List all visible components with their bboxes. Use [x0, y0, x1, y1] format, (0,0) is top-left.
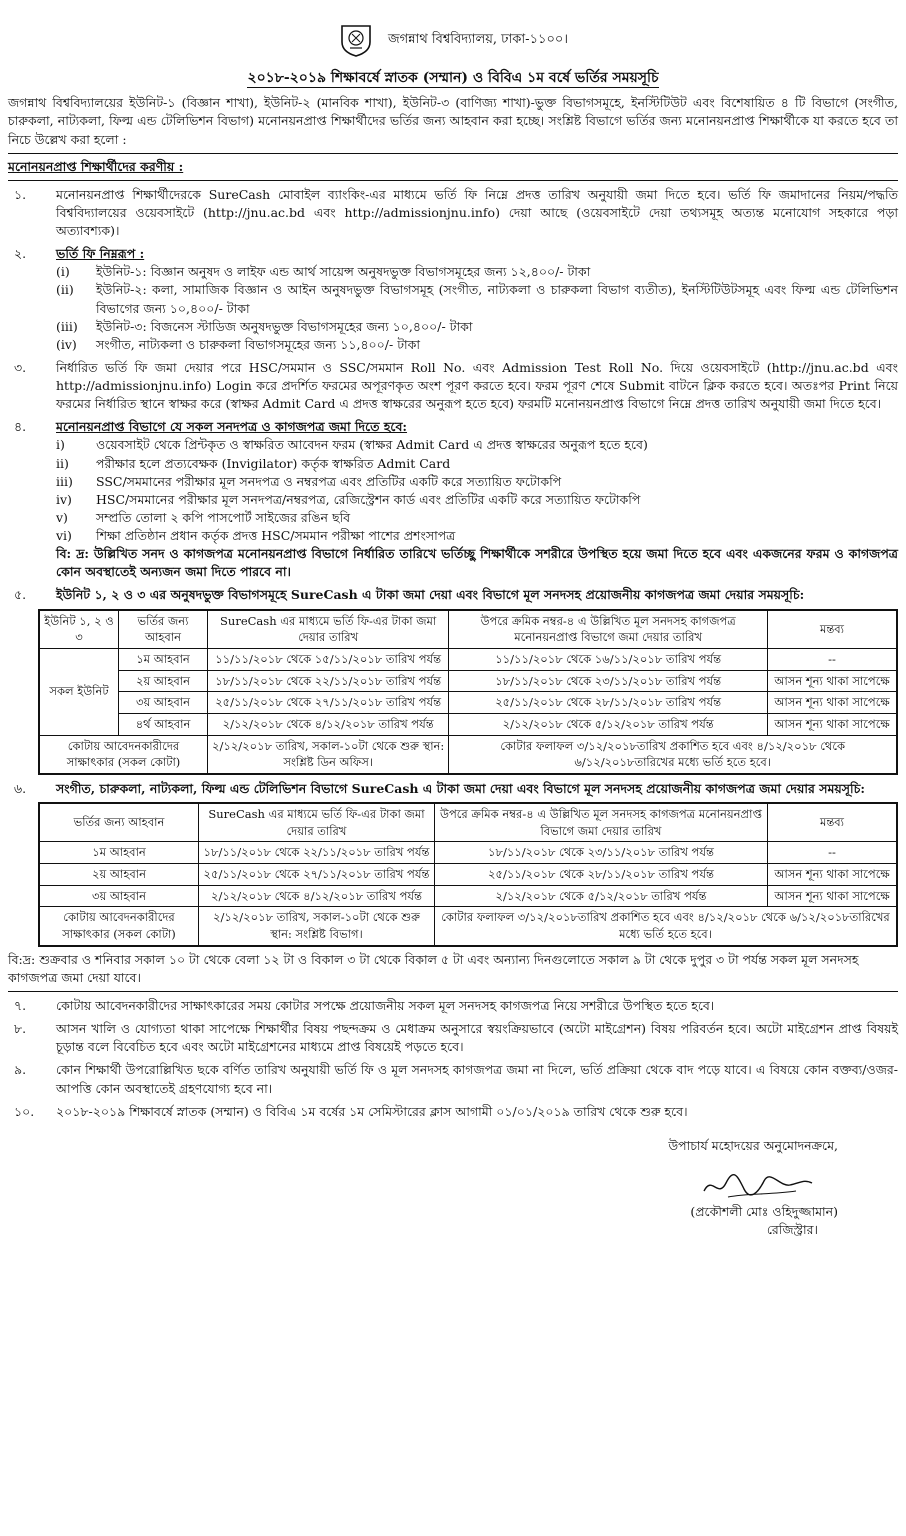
divider — [8, 180, 898, 181]
item-5-text: ইউনিট ১, ২ ও ৩ এর অনুষদভুক্ত বিভাগসমূহে SureCash এ টাকা জমা দেয়া এবং বিভাগে মূল সনদসহ প্রয়োজনীয় কাগজপত্র জমা দেয়ার সময়সূচি: — [56, 587, 805, 603]
item-3-text: নির্ধারিত ভর্তি ফি জমা দেয়ার পরে HSC/সমমান ও SSC/সমমান Roll No. এবং Admission Test Roll No. দিয়ে ওয়েবসাইটে (http://jnu.ac.bd এবং http://admissionjnu.info) Login করে প্রদর্শিত ফরমের অপূরণকৃত অংশ পূরণ করতে হবে। ফরম পূরণ শেষে Submit বাটনে ক্লিক করতে হবে। অতঃপর Print নিয়ে ফরমের নির্ধারিত স্থানে স্বাক্ষর করে (স্বাক্ষর Admit Card এ প্রদত্ত স্বাক্ষরের অনুরূপ হতে হবে) ফরমটি মনোনয়নপ্রাপ্ত বিভাগে নিম্নে প্রদত্ত তারিখ অনুযায়ী জমা দিতে হবে। — [56, 359, 898, 412]
table-header-row: ভর্তির জন্য আহবান SureCash এর মাধ্যমে ভর্তি ফি-এর টাকা জমা দেয়ার তারিখ উপরে ক্রমিক নম্বর-৪ এ উল্লিখিত মূল সনদসহ কাগজপত্র মনোনয়নপ্রাপ্ত বিভাগে জমা দেয়ার তারিখ মন্তব্য — [40, 804, 897, 842]
table-row: ৩য় আহবান ২৫/১১/২০১৮ থেকে ২৭/১১/২০১৮ তারিখ পর্যন্ত ২৫/১১/২০১৮ থেকে ২৮/১১/২০১৮ তারিখ পর্যন্ত আসন শূন্য থাকা সাপেক্ষে — [40, 692, 897, 714]
fee-item: (ii) ইউনিট-২: কলা, সামাজিক বিজ্ঞান ও আইন অনুষদভুক্ত বিভাগসমূহ (সংগীত, নাট্যকলা ও চারুকলা বিভাগ ব্যতীত), ইনস্টিটিউটসমূহ এবং ফিল্ম এন্ড টেলিভিশন বিভাগের জন্য ১০,৪০০/- টাকা — [56, 282, 898, 316]
approval-line: উপাচার্য মহোদয়ের অনুমোদনক্রমে, — [668, 1137, 838, 1153]
fee-item: (iv) সংগীত, নাট্যকলা ও চারুকলা বিভাগসমূহের জন্য ১১,৪০০/- টাকা — [56, 336, 421, 352]
item-9: ৯. কোন শিক্ষার্থী উপরোল্লিখিত ছকে বর্ণিত তারিখ অনুযায়ী ভর্তি ফি ও মূল সনদসহ কাগজপত্র জমা না দিলে, ভর্তি প্রক্রিয়া থেকে বাদ পড়ে যাবে। এ বিষয়ে কোন বক্তব্য/ওজর-আপত্তি কোন অবস্থাতেই গ্রহণযোগ্য হবে না। — [14, 1062, 898, 1096]
page-title: ২০১৮-২০১৯ শিক্ষাবর্ষে স্নাতক (সম্মান) ও বিবিএ ১ম বর্ষে ভর্তির সময়সূচি — [247, 70, 659, 86]
item-10: ১০. ২০১৮-২০১৯ শিক্ষাবর্ষে স্নাতক (সম্মান) ও বিবিএ ১ম বর্ষের ১ম সেমিস্টারের ক্লাস আগামী ০১/০১/২০১৯ তারিখ থেকে শুরু হবে। — [14, 1103, 688, 1119]
item-6-text: সংগীত, চারুকলা, নাট্যকলা, ফিল্ম এন্ড টেলিভিশন বিভাগে SureCash এ টাকা জমা দেয়া এবং বিভাগে মূল সনদসহ প্রয়োজনীয় কাগজপত্র জমা দেয়ার সময়সূচি: — [56, 780, 865, 796]
table-row: ১ম আহবান ১৮/১১/২০১৮ থেকে ২২/১১/২০১৮ তারিখ পর্যন্ত ১৮/১১/২০১৮ থেকে ২৩/১১/২০১৮ তারিখ পর্যন্ত -- — [40, 842, 897, 864]
item-2: ২. ভর্তি ফি নিম্নরূপ : (i) ইউনিট-১: বিজ্ঞান অনুষদ ও লাইফ এন্ড আর্থ সায়েন্স অনুষদভুক্ত বিভাগসমূহের জন্য ১২,৪০০/- টাকা (ii) ইউনিট-২: কলা, সামাজিক বিজ্ঞান ও আইন অনুষদভুক্ত বিভাগসমূহ (সংগীত, নাট্যকলা ও চারুকলা বিভাগ ব্যতীত), ইনস্টিটিউটসমূহ এবং ফিল্ম এন্ড টেলিভিশন বিভাগের জন্য ১০,৪০০/- টাকা (iii) ইউনিট-৩: বিজনেস স্টাডিজ অনুষদভুক্ত বিভাগসমূহের জন্য ১০,৪০০/- টাকা (iv) সংগীত, নাট্যকলা ও চারুকলা বিভাগসমূহের জন্য ১১,৪০০/- টাকা — [8, 245, 898, 354]
table-row: ২য় আহবান ২৫/১১/২০১৮ থেকে ২৭/১১/২০১৮ তারিখ পর্যন্ত ২৫/১১/২০১৮ থেকে ২৮/১১/২০১৮ তারিখ পর্যন্ত আসন শূন্য থাকা সাপেক্ষে — [40, 864, 897, 886]
unit-cell: সকল ইউনিট — [40, 648, 119, 735]
table-header-row: ইউনিট ১, ২ ও ৩ ভর্তির জন্য আহবান SureCash এর মাধ্যমে ভর্তি ফি-এর টাকা জমা দেয়ার তারিখ উপরে ক্রমিক নম্বর-৪ এ উল্লিখিত মূল সনদসহ কাগজপত্র মনোনয়নপ্রাপ্ত বিভাগে জমা দেয়ার তারিখ মন্তব্য — [40, 610, 897, 648]
signatory-name: (প্রকৌশলী মোঃ ওহিদুজ্জামান) — [690, 1203, 838, 1219]
header — [8, 22, 898, 58]
fee-item: (i) ইউনিট-১: বিজ্ঞান অনুষদ ও লাইফ এন্ড আর্থ সায়েন্স অনুষদভুক্ত বিভাগসমূহের জন্য ১২,৪০০/- টাকা — [56, 264, 591, 280]
item-3: ৩. নির্ধারিত ভর্তি ফি জমা দেয়ার পরে HSC/সমমান ও SSC/সমমান Roll No. এবং Admission Test Roll No. দিয়ে ওয়েবসাইটে (http://jnu.ac.bd এবং http://admissionjnu.info) Login করে প্রদর্শিত ফরমের অপূরণকৃত অংশ পূরণ করতে হবে। ফরম পূরণ শেষে Submit বাটনে ক্লিক করতে হবে। অতঃপর Print নিয়ে ফরমের নির্ধারিত স্থানে স্বাক্ষর করে (স্বাক্ষর Admit Card এ প্রদত্ত স্বাক্ষরের অনুরূপ হতে হবে) ফরমটি মনোনয়নপ্রাপ্ত বিভাগে নিম্নে প্রদত্ত তারিখ অনুযায়ী জমা দিতে হবে। — [8, 359, 898, 413]
signatory-designation: রেজিস্ট্রার। — [766, 1222, 818, 1237]
item-6: ৬. সংগীত, চারুকলা, নাট্যকলা, ফিল্ম এন্ড টেলিভিশন বিভাগে SureCash এ টাকা জমা দেয়া এবং বিভাগে মূল সনদসহ প্রয়োজনীয় কাগজপত্র জমা দেয়ার সময়সূচি: — [8, 780, 898, 798]
divider — [8, 153, 898, 154]
doc-item: iv) HSC/সমমানের পরীক্ষার মূল সনদপত্র/নম্বরপত্র, রেজিস্ট্রেশন কার্ড এবং প্রতিটির একটি করে সত্যায়িত ফটোকপি — [56, 491, 641, 507]
fee-item: (iii) ইউনিট-৩: বিজনেস স্টাডিজ অনুষদভুক্ত বিভাগসমূহের জন্য ১০,৪০০/- টাকা — [56, 318, 473, 334]
duties-heading: মনোনয়নপ্রাপ্ত শিক্ষার্থীদের করণীয় : — [8, 158, 184, 174]
doc-item: i) ওয়েবসাইট থেকে প্রিন্টকৃত ও স্বাক্ষরিত আবেদন ফরম (স্বাক্ষর Admit Card এ প্রদত্ত স্বাক্ষরের অনুরূপ হতে হবে) — [56, 437, 648, 453]
university-seal-icon — [338, 22, 374, 58]
signature-block — [8, 1169, 898, 1239]
quota-row: কোটায় আবেদনকারীদের সাক্ষাৎকার (সকল কোটা) ২/১২/২০১৮ তারিখ, সকাল-১০টা থেকে শুরু স্থান: সংশ্লিষ্ট বিভাগ। কোটার ফলাফল ৩/১২/২০১৮তারিখ প্রকাশিত হবে এবং ৪/১২/২০১৮ থেকে ৬/১২/২০১৮তারিখের মধ্যে ভর্তি হতে হবে। — [40, 907, 897, 945]
footer-note: বি:দ্র: শুক্রবার ও শনিবার সকাল ১০ টা থেকে বেলা ১২ টা ও বিকাল ৩ টা থেকে বিকাল ৫ টা এবং অন্যান্য দিনগুলোতে সকাল ৯ টা থেকে দুপুর ৩ টা পর্যন্ত সকল মূল সনদসহ কাগজপত্র জমা দেয়া যাবে। — [8, 951, 859, 985]
docs-heading: মনোনয়নপ্রাপ্ত বিভাগে যে সকল সনদপত্র ও কাগজপত্র জমা দিতে হবে: — [56, 419, 408, 435]
document — [8, 0, 898, 1239]
docs-note: বি: দ্র: উল্লিখিত সনদ ও কাগজপত্র মনোনয়নপ্রাপ্ত বিভাগে নির্ধারিত তারিখে ভর্তিচ্ছু শিক্ষার্থীকে সশরীরে উপস্থিত হয়ে জমা দিতে হবে এবং একজনের ফরম ও কাগজপত্র কোন অবস্থাতেই অন্যজন জমা দিতে পারবে না। — [56, 546, 898, 580]
table-row: সকল ইউনিট ১ম আহবান ১১/১১/২০১৮ থেকে ১৫/১১/২০১৮ তারিখ পর্যন্ত ১১/১১/২০১৮ থেকে ১৬/১১/২০১৮ তারিখ পর্যন্ত -- — [40, 648, 897, 670]
table-row: ৩য় আহবান ২/১২/২০১৮ থেকে ৪/১২/২০১৮ তারিখ পর্যন্ত ২/১২/২০১৮ থেকে ৫/১২/২০১৮ তারিখ পর্যন্ত আসন শূন্য থাকা সাপেক্ষে — [40, 885, 897, 907]
schedule-table-1 — [38, 609, 898, 775]
divider — [8, 991, 898, 992]
item-1-text: মনোনয়নপ্রাপ্ত শিক্ষার্থীদেরকে SureCash মোবাইল ব্যাংকিং-এর মাধ্যমে ভর্তি ফি নিম্নে প্রদত্ত তারিখ অনুযায়ী জমা দিতে হবে। ভর্তি ফি জমাদানের নিয়ম/পদ্ধতি বিশ্ববিদ্যালয়ের ওয়েবসাইটে (http://jnu.ac.bd এবং http://admissionjnu.info) দেয়া আছে (ওয়েবসাইটে দেয়া তথ্যসমূহ অত্যন্ত মনোযোগ সহকারে পড়া অত্যাবশ্যক)। — [56, 186, 898, 239]
university-name: জগন্নাথ বিশ্ববিদ্যালয়, ঢাকা-১১০০। — [387, 31, 568, 47]
quota-row: কোটায় আবেদনকারীদের সাক্ষাৎকার (সকল কোটা) ২/১২/২০১৮ তারিখ, সকাল-১০টা থেকে শুরু স্থান: সংশ্লিষ্ট ডিন অফিস। কোটার ফলাফল ৩/১২/২০১৮তারিখ প্রকাশিত হবে এবং ৪/১২/২০১৮ থেকে ৬/১২/২০১৮তারিখের মধ্যে ভর্তি হতে হবে। — [40, 735, 897, 773]
item-7: ৭. কোটায় আবেদনকারীদের সাক্ষাৎকারের সময় কোটার সপক্ষে প্রয়োজনীয় সকল মূল সনদসহ কাগজপত্র নিয়ে সশরীরে উপস্থিত হতে হবে। — [14, 998, 715, 1013]
fee-heading: ভর্তি ফি নিম্নরূপ : — [56, 246, 145, 262]
item-8: ৮. আসন খালি ও যোগ্যতা থাকা সাপেক্ষে শিক্ষার্থীর বিষয় পছন্দক্রম ও মেধাক্রম অনুসারে স্বয়ংক্রিয়ভাবে (অটো মাইগ্রেশন) বিষয় পরিবর্তন হবে। অটো মাইগ্রেশন প্রাপ্ত বিষয়ই চূড়ান্ত বলে বিবেচিত হবে এবং অটো মাইগ্রেশনের মাধ্যমে প্রাপ্ত বিষয়েই পড়তে হবে। — [14, 1021, 898, 1055]
doc-item: v) সম্প্রতি তোলা ২ কপি পাসপোর্ট সাইজের রঙিন ছবি — [56, 509, 351, 525]
item-5: ৫. ইউনিট ১, ২ ও ৩ এর অনুষদভুক্ত বিভাগসমূহে SureCash এ টাকা জমা দেয়া এবং বিভাগে মূল সনদসহ প্রয়োজনীয় কাগজপত্র জমা দেয়ার সময়সূচি: — [8, 586, 898, 604]
doc-item: iii) SSC/সমমানের পরীক্ষার মূল সনদপত্র ও নম্বরপত্র এবং প্রতিটির একটি করে সত্যায়িত ফটোকপি — [56, 473, 562, 489]
table-row: ৪র্থ আহবান ২/১২/২০১৮ থেকে ৪/১২/২০১৮ তারিখ পর্যন্ত ২/১২/২০১৮ থেকে ৫/১২/২০১৮ তারিখ পর্যন্ত আসন শূন্য থাকা সাপেক্ষে — [40, 713, 897, 735]
doc-item: ii) পরীক্ষার হলে প্রত্যবেক্ষক (Invigilator) কর্তৃক স্বাক্ষরিত Admit Card — [56, 455, 451, 471]
item-1: ১. মনোনয়নপ্রাপ্ত শিক্ষার্থীদেরকে SureCash মোবাইল ব্যাংকিং-এর মাধ্যমে ভর্তি ফি নিম্নে প্রদত্ত তারিখ অনুযায়ী জমা দিতে হবে। ভর্তি ফি জমাদানের নিয়ম/পদ্ধতি বিশ্ববিদ্যালয়ের ওয়েবসাইটে (http://jnu.ac.bd এবং http://admissionjnu.info) দেয়া আছে (ওয়েবসাইটে দেয়া তথ্যসমূহ অত্যন্ত মনোযোগ সহকারে পড়া অত্যাবশ্যক)। — [8, 186, 898, 240]
item-4: ৪. মনোনয়নপ্রাপ্ত বিভাগে যে সকল সনদপত্র ও কাগজপত্র জমা দিতে হবে: i) ওয়েবসাইট থেকে প্রিন্টকৃত ও স্বাক্ষরিত আবেদন ফরম (স্বাক্ষর Admit Card এ প্রদত্ত স্বাক্ষরের অনুরূপ হতে হবে) ii) পরীক্ষার হলে প্রত্যবেক্ষক (Invigilator) কর্তৃক স্বাক্ষরিত Admit Card iii) SSC/সমমানের পরীক্ষার মূল সনদপত্র ও নম্বরপত্র এবং প্রতিটির একটি করে সত্যায়িত ফটোকপি iv) HSC/সমমানের পরীক্ষার মূল সনদপত্র/নম্বরপত্র, রেজিস্ট্রেশন কার্ড এবং প্রতিটির একটি করে সত্যায়িত ফটোকপি v) সম্প্রতি তোলা ২ কপি পাসপোর্ট সাইজের রঙিন ছবি vi) শিক্ষা প্রতিষ্ঠান প্রধান কর্তৃক প্রদত্ত HSC/সমমান পরীক্ষা পাশের প্রশংসাপত্র বি: দ্র: উল্লিখিত সনদ ও কাগজপত্র মনোনয়নপ্রাপ্ত বিভাগে নির্ধারিত তারিখে ভর্তিচ্ছু শিক্ষার্থীকে সশরীরে উপস্থিত হয়ে জমা দিতে হবে এবং একজনের ফরম ও কাগজপত্র কোন অবস্থাতেই অন্যজন জমা দিতে পারবে না। — [8, 418, 898, 581]
intro-text: জগন্নাথ বিশ্ববিদ্যালয়ের ইউনিট-১ (বিজ্ঞান শাখা), ইউনিট-২ (মানবিক শাখা), ইউনিট-৩ (বাণিজ্য শাখা)-ভুক্ত বিভাগসমূহে, ইনস্টিটিউট এবং বিশেষায়িত ৪ টি বিভাগে (সংগীত, চারুকলা, নাট্যকলা, ফিল্ম এন্ড টেলিভিশন বিভাগ) মনোনয়নপ্রাপ্ত শিক্ষার্থীদের ভর্তির জন্য আহবান করা হচ্ছে। সংশ্লিষ্ট বিভাগে ভর্তির জন্য মনোনয়নপ্রাপ্ত শিক্ষার্থীকে যা করতে হবে তা নিচে উল্লেখ করা হলো : — [8, 95, 898, 147]
signature-icon — [698, 1169, 818, 1203]
table-row: ২য় আহবান ১৮/১১/২০১৮ থেকে ২২/১১/২০১৮ তারিখ পর্যন্ত ১৮/১১/২০১৮ থেকে ২৩/১১/২০১৮ তারিখ পর্যন্ত আসন শূন্য থাকা সাপেক্ষে — [40, 670, 897, 692]
schedule-table-2 — [38, 802, 898, 947]
doc-item: vi) শিক্ষা প্রতিষ্ঠান প্রধান কর্তৃক প্রদত্ত HSC/সমমান পরীক্ষা পাশের প্রশংসাপত্র — [56, 528, 456, 544]
